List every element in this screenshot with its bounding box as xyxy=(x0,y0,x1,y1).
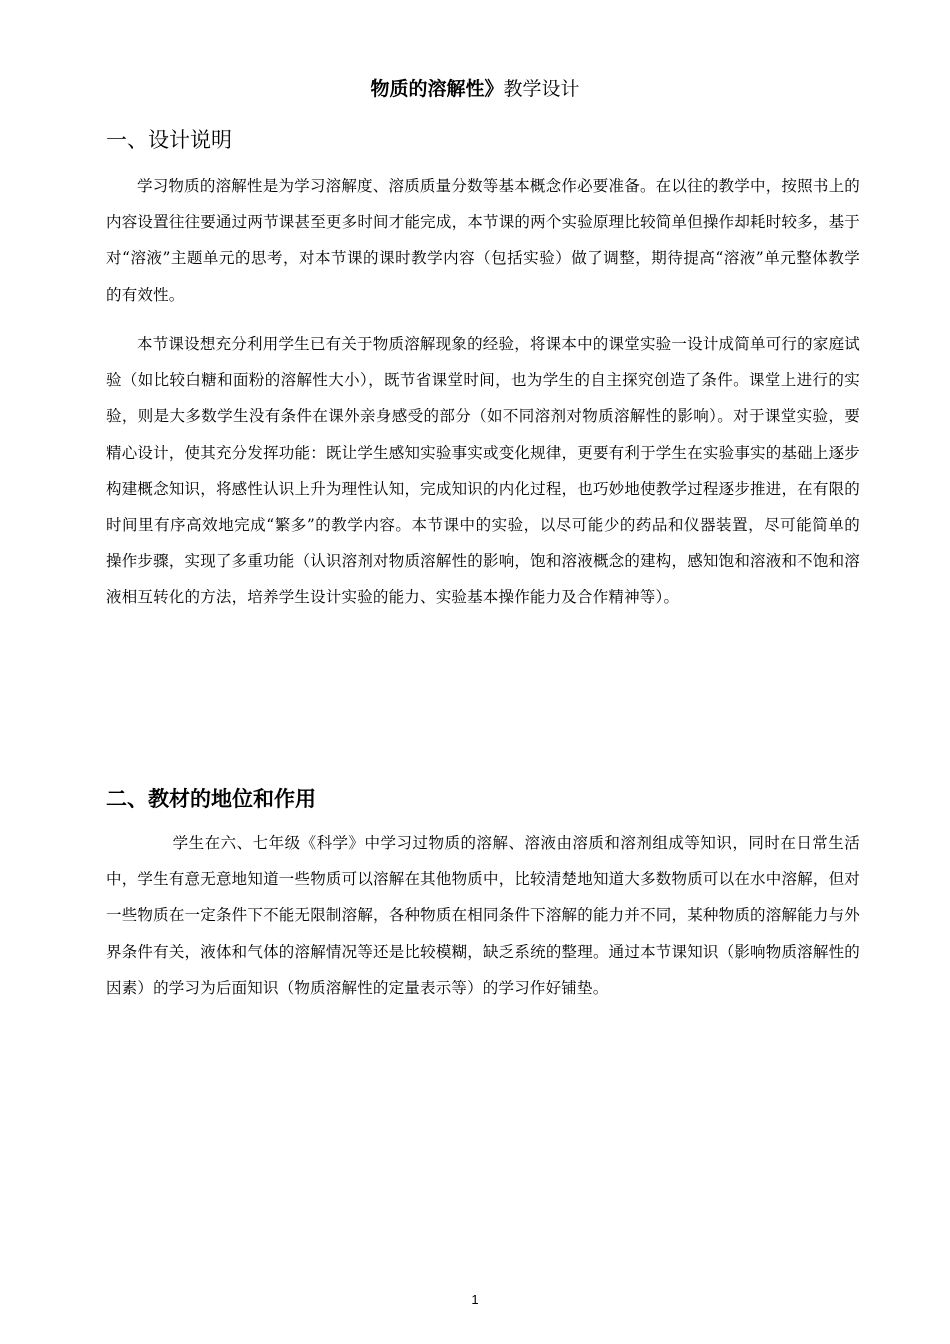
section-heading-design-notes: 一、设计说明 xyxy=(106,128,232,152)
document-title-normal: 教学设计 xyxy=(503,78,580,100)
document-title-bold: 物质的溶解性》 xyxy=(370,78,504,100)
section-1-paragraph-1: 学习物质的溶解性是为学习溶解度、溶质质量分数等基本概念作必要准备。在以往的教学中，按照书上的内容设置往往要通过两节课甚至更多时间才能完成，本节课的两个实验原理比较简单但操作却耗时较多，基于对“溶液”主题单元的思考，对本节课的课时教学内容（包括实验）做了调整，期待提高“溶液”单元整体教学的有效性。 xyxy=(106,177,860,304)
document-title xyxy=(0,74,950,104)
page-number: 1 xyxy=(471,1292,479,1307)
section-heading-textbook-role: 二、教材的地位和作用 xyxy=(106,787,316,811)
section-1-paragraph-2: 本节课设想充分利用学生已有关于物质溶解现象的经验，将课本中的课堂实验一设计成简单可行的家庭试验（如比较白糖和面粉的溶解性大小），既节省课堂时间，也为学生的自主探究创造了条件。课堂上进行的实验，则是大多数学生没有条件在课外亲身感受的部分（如不同溶剂对物质溶解性的影响）。对于课堂实验，要精心设计，使其充分发挥功能：既让学生感知实验事实或变化规律，更要有利于学生在实验事实的基础上逐步构建概念知识，将感性认识上升为理性认知，完成知识的内化过程，也巧妙地使教学过程逐步推进，在有限的时间里有序高效地完成“繁多”的教学内容。本节课中的实验，以尽可能少的药品和仪器装置，尽可能简单的操作步骤，实现了多重功能（认识溶剂对物质溶解性的影响，饱和溶液概念的建构，感知饱和溶液和不饱和溶液相互转化的方法，培养学生设计实验的能力、实验基本操作能力及合作精神等）。 xyxy=(106,335,860,607)
section-2-paragraph-1: 学生在六、七年级《科学》中学习过物质的溶解、溶液由溶质和溶剂组成等知识，同时在日常生活中，学生有意无意地知道一些物质可以溶解在其他物质中，比较清楚地知道大多数物质可以在水中溶解，但对一些物质在一定条件下不能无限制溶解，各种物质在相同条件下溶解的能力并不同，某种物质的溶解能力与外界条件有关，液体和气体的溶解情况等还是比较模糊，缺乏系统的整理。通过本节课知识（影响物质溶解性的因素）的学习为后面知识（物质溶解性的定量表示等）的学习作好铺垫。 xyxy=(106,834,860,997)
